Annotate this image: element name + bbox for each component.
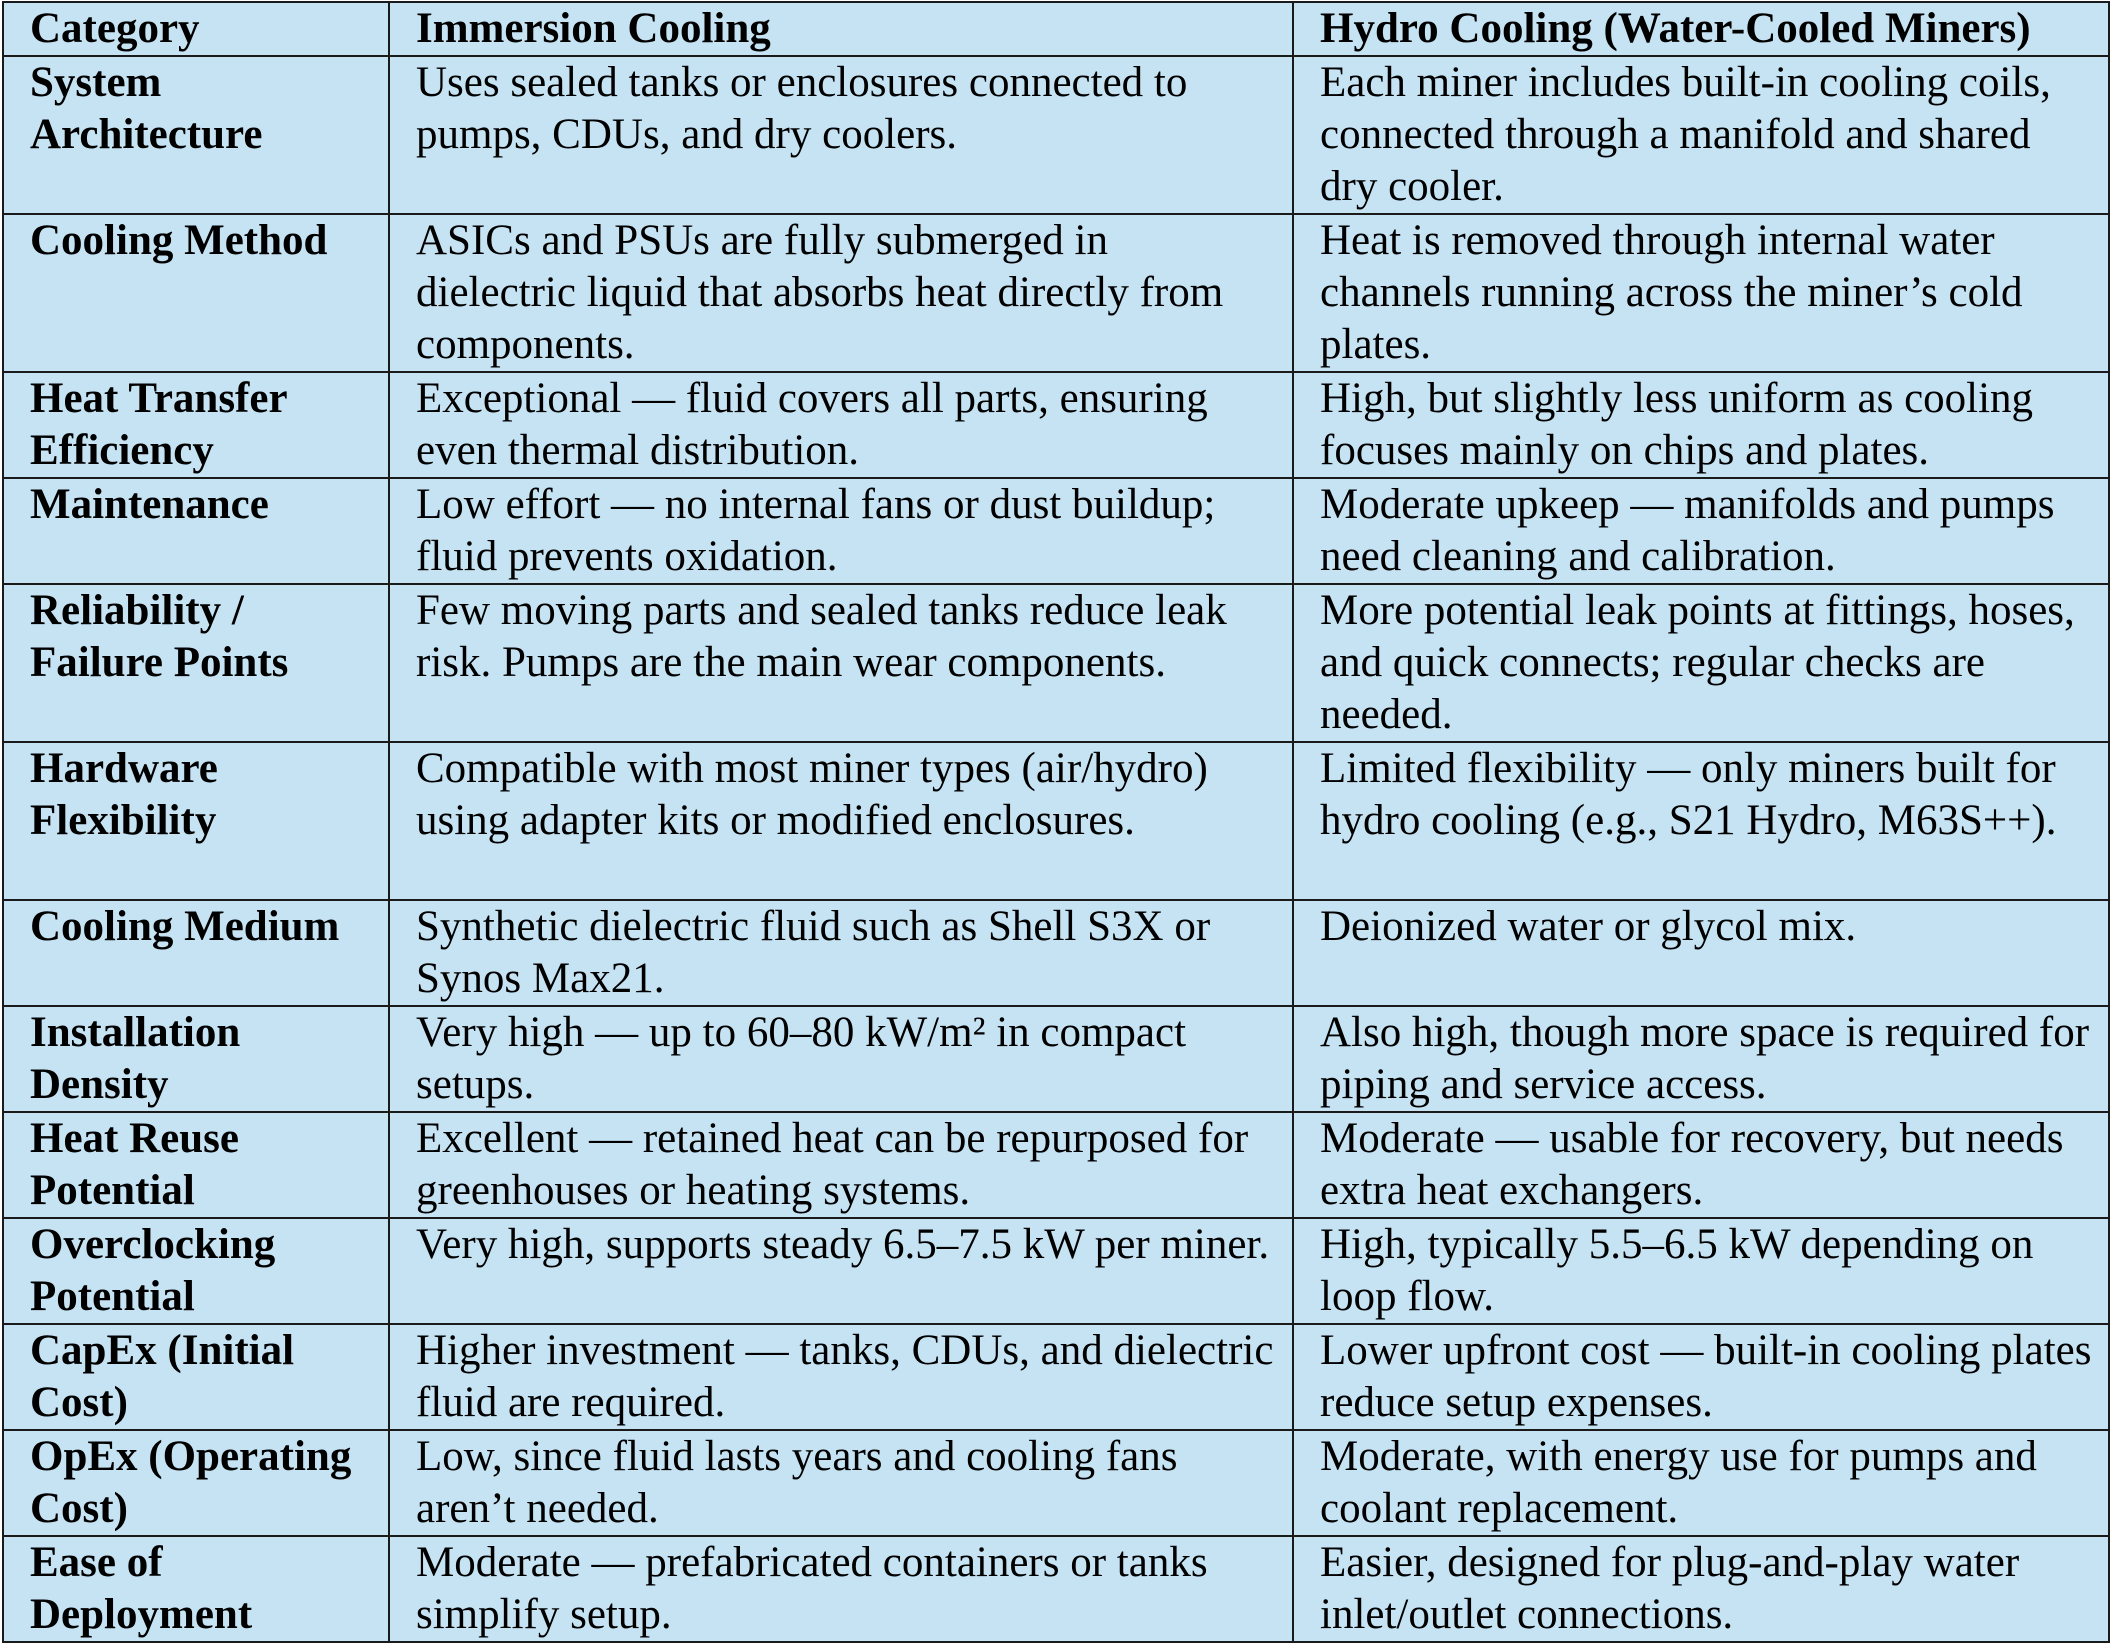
header-immersion-cooling: Immersion Cooling <box>389 2 1293 56</box>
row-category: Heat Reuse Potential <box>3 1112 389 1218</box>
immersion-cell: Low effort — no internal fans or dust buildup; fluid prevents oxidation. <box>389 478 1293 584</box>
row-category: Cooling Method <box>3 214 389 372</box>
hydro-cell: Deionized water or glycol mix. <box>1293 900 2109 1006</box>
row-category: Installation Density <box>3 1006 389 1112</box>
header-category: Category <box>3 2 389 56</box>
table-row <box>3 1112 2109 1218</box>
hydro-cell: High, typically 5.5–6.5 kW depending on loop flow. <box>1293 1218 2109 1324</box>
immersion-cell: Low, since fluid lasts years and cooling fans aren’t needed. <box>389 1430 1293 1536</box>
hydro-cell: Each miner includes built-in cooling coils, connected through a manifold and shared dry cooler. <box>1293 56 2109 214</box>
row-category: Hardware Flexibility <box>3 742 389 900</box>
table-row <box>3 1006 2109 1112</box>
row-category: Maintenance <box>3 478 389 584</box>
row-category: Overclocking Potential <box>3 1218 389 1324</box>
immersion-cell: Higher investment — tanks, CDUs, and dielectric fluid are required. <box>389 1324 1293 1430</box>
row-category: System Architecture <box>3 56 389 214</box>
row-category: Heat Transfer Efficiency <box>3 372 389 478</box>
table-row <box>3 372 2109 478</box>
immersion-cell: Uses sealed tanks or enclosures connected to pumps, CDUs, and dry coolers. <box>389 56 1293 214</box>
row-category: OpEx (Operating Cost) <box>3 1430 389 1536</box>
row-category: Ease of Deployment <box>3 1536 389 1642</box>
table-row <box>3 1430 2109 1536</box>
table-row <box>3 900 2109 1006</box>
table-row <box>3 584 2109 742</box>
immersion-cell: Moderate — prefabricated containers or tanks simplify setup. <box>389 1536 1293 1642</box>
hydro-cell: High, but slightly less uniform as cooling focuses mainly on chips and plates. <box>1293 372 2109 478</box>
table-row <box>3 1536 2109 1642</box>
immersion-cell: Few moving parts and sealed tanks reduce leak risk. Pumps are the main wear components. <box>389 584 1293 742</box>
table-header-row <box>3 2 2109 56</box>
immersion-cell: ASICs and PSUs are fully submerged in dielectric liquid that absorbs heat directly from components. <box>389 214 1293 372</box>
hydro-cell: Moderate upkeep — manifolds and pumps need cleaning and calibration. <box>1293 478 2109 584</box>
hydro-cell: Easier, designed for plug-and-play water inlet/outlet connections. <box>1293 1536 2109 1642</box>
immersion-cell: Synthetic dielectric fluid such as Shell S3X or Synos Max21. <box>389 900 1293 1006</box>
immersion-cell: Very high, supports steady 6.5–7.5 kW per miner. <box>389 1218 1293 1324</box>
hydro-cell: More potential leak points at fittings, hoses, and quick connects; regular checks are needed. <box>1293 584 2109 742</box>
immersion-cell: Excellent — retained heat can be repurposed for greenhouses or heating systems. <box>389 1112 1293 1218</box>
hydro-cell: Also high, though more space is required for piping and service access. <box>1293 1006 2109 1112</box>
row-category: Cooling Medium <box>3 900 389 1006</box>
row-category: CapEx (Initial Cost) <box>3 1324 389 1430</box>
hydro-cell: Moderate — usable for recovery, but needs extra heat exchangers. <box>1293 1112 2109 1218</box>
hydro-cell: Limited flexibility — only miners built for hydro cooling (e.g., S21 Hydro, M63S++). <box>1293 742 2109 900</box>
row-category: Reliability / Failure Points <box>3 584 389 742</box>
table-row <box>3 742 2109 900</box>
table-row <box>3 56 2109 214</box>
table-row <box>3 478 2109 584</box>
header-hydro-cooling: Hydro Cooling (Water-Cooled Miners) <box>1293 2 2109 56</box>
table-row <box>3 214 2109 372</box>
table-row <box>3 1324 2109 1430</box>
hydro-cell: Lower upfront cost — built-in cooling plates reduce setup expenses. <box>1293 1324 2109 1430</box>
hydro-cell: Heat is removed through internal water channels running across the miner’s cold plates. <box>1293 214 2109 372</box>
cooling-comparison-table <box>2 1 2110 1643</box>
immersion-cell: Exceptional — fluid covers all parts, ensuring even thermal distribution. <box>389 372 1293 478</box>
immersion-cell: Very high — up to 60–80 kW/m² in compact setups. <box>389 1006 1293 1112</box>
hydro-cell: Moderate, with energy use for pumps and coolant replacement. <box>1293 1430 2109 1536</box>
table-row <box>3 1218 2109 1324</box>
immersion-cell: Compatible with most miner types (air/hydro) using adapter kits or modified enclosures. <box>389 742 1293 900</box>
